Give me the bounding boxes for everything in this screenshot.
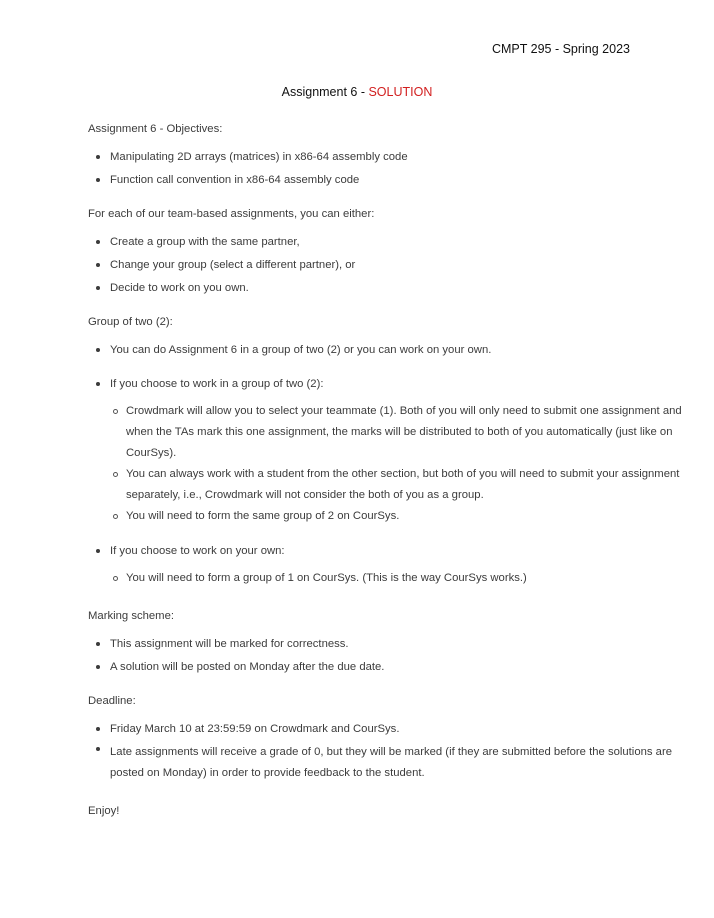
list-item: You will need to form the same group of 2 on CourSys. bbox=[110, 506, 688, 527]
list-item: You will need to form a group of 1 on CourSys. (This is the way CourSys works.) bbox=[110, 568, 688, 589]
list-item: You can do Assignment 6 in a group of two (2) or you can work on your own. bbox=[88, 343, 688, 357]
objectives-heading: Assignment 6 - Objectives: bbox=[88, 123, 223, 135]
deadline-heading: Deadline: bbox=[88, 695, 136, 707]
list-item: Function call convention in x86-64 assembly code bbox=[88, 173, 688, 187]
objectives-list bbox=[88, 150, 688, 187]
list-item: Decide to work on you own. bbox=[88, 281, 688, 295]
marking-list bbox=[88, 637, 688, 674]
page-title bbox=[0, 85, 714, 99]
team-heading: For each of our team-based assignments, you can either: bbox=[88, 208, 375, 220]
list-item: Create a group with the same partner, bbox=[88, 235, 688, 249]
group-list bbox=[88, 343, 688, 589]
assignment-body bbox=[88, 122, 688, 818]
title-prefix: Assignment 6 - bbox=[281, 85, 369, 99]
list-item: Change your group (select a different partner), or bbox=[88, 258, 688, 272]
group-two-sublist bbox=[110, 401, 688, 527]
list-item: You can always work with a student from the other section, but both of you will need to submit your assignment separately, i.e., Crowdmark will not consider the both of you as a group. bbox=[110, 464, 688, 506]
course-header: CMPT 295 - Spring 2023 bbox=[491, 42, 630, 56]
group-option-own: If you choose to work on your own: bbox=[110, 545, 285, 557]
marking-heading: Marking scheme: bbox=[88, 610, 175, 622]
team-options-list bbox=[88, 235, 688, 295]
title-solution-highlight: SOLUTION bbox=[368, 85, 433, 99]
group-heading: Group of two (2): bbox=[88, 316, 173, 328]
list-item: This assignment will be marked for correctness. bbox=[88, 637, 688, 651]
list-item: Late assignments will receive a grade of 0, but they will be marked (if they are submitted before the solutions are posted on Monday) in order to provide feedback to the student. bbox=[88, 742, 688, 784]
closing-text: Enjoy! bbox=[88, 805, 120, 817]
list-item: Friday March 10 at 23:59:59 on Crowdmark and CourSys. bbox=[88, 722, 688, 736]
list-item bbox=[88, 377, 688, 527]
deadline-list bbox=[88, 722, 688, 784]
list-item: Crowdmark will allow you to select your teammate (1). Both of you will only need to submit one assignment and when the TAs mark this one assignment, the marks will be distributed to both of you automatically (just like on CourSys). bbox=[110, 401, 688, 464]
group-own-sublist bbox=[110, 568, 688, 589]
list-item: A solution will be posted on Monday after the due date. bbox=[88, 660, 688, 674]
group-option-two: If you choose to work in a group of two (2): bbox=[110, 378, 324, 390]
list-item: Manipulating 2D arrays (matrices) in x86-64 assembly code bbox=[88, 150, 688, 164]
list-item bbox=[88, 544, 688, 589]
